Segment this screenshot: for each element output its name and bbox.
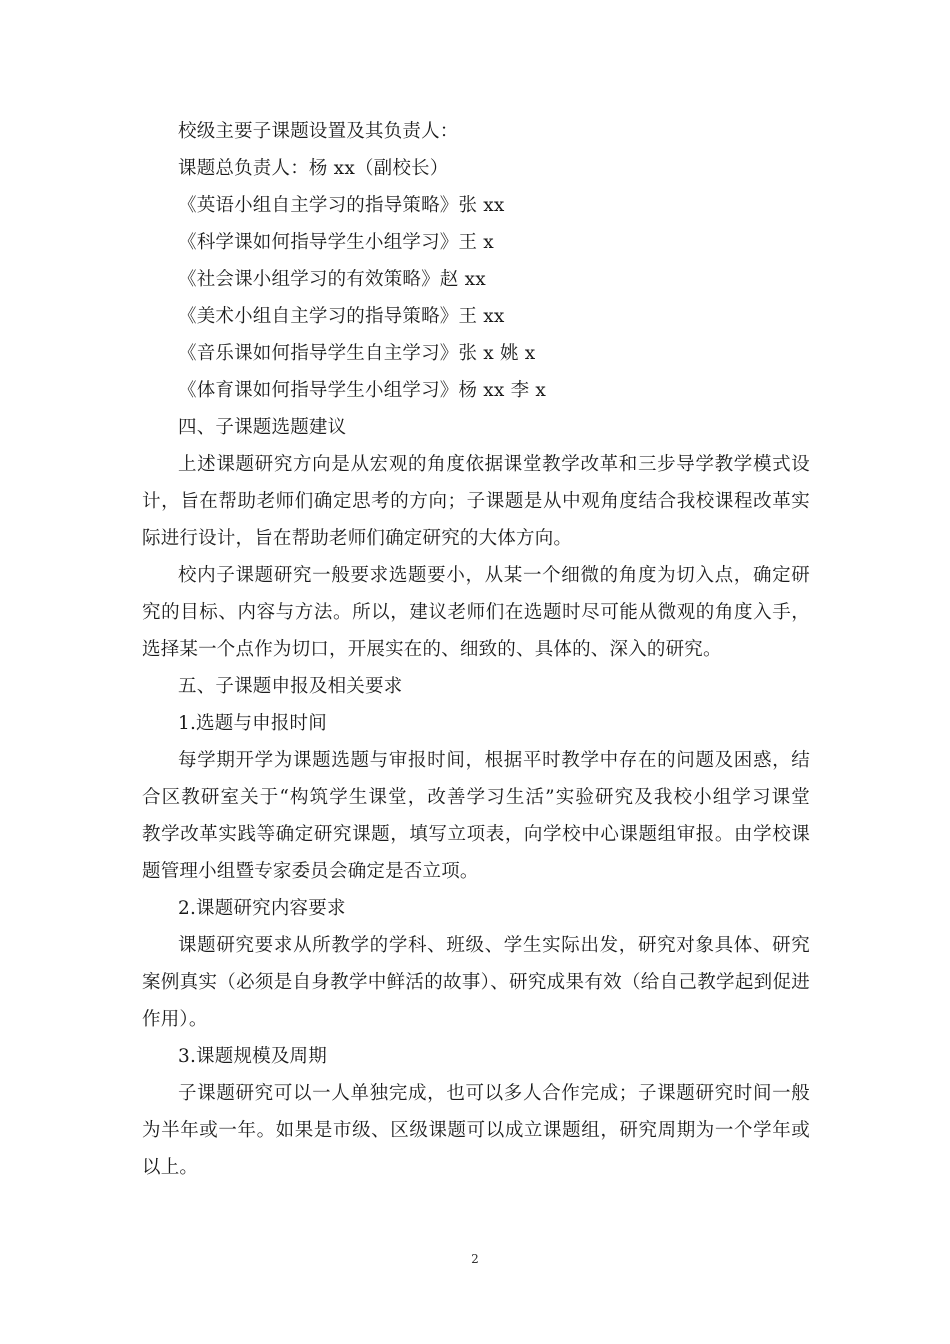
paragraph-line: 计，旨在帮助老师们确定思考的方向；子课题是从中观角度结合我校课程改革实	[142, 491, 810, 512]
subtopic-social-line: 《社会课小组学习的有效策略》赵 xx	[178, 269, 486, 290]
subsection-1-heading: 1.选题与申报时间	[178, 713, 327, 734]
paragraph-line: 课题研究要求从所教学的学科、班级、学生实际出发，研究对象具体、研究	[178, 935, 810, 956]
paragraph-line: 选择某一个点作为切口，开展实在的、细致的、具体的、深入的研究。	[142, 639, 722, 660]
paragraph-line: 教学改革实践等确定研究课题，填写立项表，向学校中心课题组审报。由学校课	[142, 824, 810, 845]
section-four-heading: 四、子课题选题建议	[178, 417, 347, 438]
subtopic-chief-line: 课题总负责人：杨 xx（副校长）	[178, 158, 449, 179]
paragraph-line: 作用）。	[142, 1009, 208, 1030]
paragraph-line: 际进行设计，旨在帮助老师们确定研究的大体方向。	[142, 528, 573, 549]
subtopic-music-line: 《音乐课如何指导学生自主学习》张 x 姚 x	[178, 343, 536, 364]
subtopic-science-line: 《科学课如何指导学生小组学习》王 x	[178, 232, 494, 253]
page-number: 2	[471, 1252, 479, 1266]
section-five-heading: 五、子课题申报及相关要求	[178, 676, 403, 697]
paragraph-line: 题管理小组暨专家委员会确定是否立项。	[142, 861, 479, 882]
subtopic-pe-line: 《体育课如何指导学生小组学习》杨 xx 李 x	[178, 380, 547, 401]
subtopic-art-line: 《美术小组自主学习的指导策略》王 xx	[178, 306, 505, 327]
paragraph-line: 每学期开学为课题选题与审报时间，根据平时教学中存在的问题及困惑，结	[178, 750, 810, 771]
subsection-3-heading: 3.课题规模及周期	[178, 1046, 327, 1067]
paragraph-line: 上述课题研究方向是从宏观的角度依据课堂教学改革和三步导学教学模式设	[178, 454, 810, 475]
subtopic-english-line: 《英语小组自主学习的指导策略》张 xx	[178, 195, 505, 216]
paragraph-line: 案例真实（必须是自身教学中鲜活的故事）、研究成果有效（给自己教学起到促进	[142, 972, 810, 993]
paragraph-line: 合区教研室关于“构筑学生课堂，改善学习生活”实验研究及我校小组学习课堂	[142, 787, 810, 808]
subtopic-setup-heading: 校级主要子课题设置及其负责人：	[178, 121, 459, 142]
paragraph-line: 校内子课题研究一般要求选题要小，从某一个细微的角度为切入点，确定研	[178, 565, 810, 586]
paragraph-line: 究的目标、内容与方法。所以，建议老师们在选题时尽可能从微观的角度入手，	[142, 602, 810, 623]
paragraph-line: 子课题研究可以一人单独完成，也可以多人合作完成；子课题研究时间一般	[178, 1083, 810, 1104]
subsection-2-heading: 2.课题研究内容要求	[178, 898, 346, 919]
paragraph-line: 为半年或一年。如果是市级、区级课题可以成立课题组，研究周期为一个学年或	[142, 1120, 810, 1141]
paragraph-line: 以上。	[142, 1157, 199, 1178]
